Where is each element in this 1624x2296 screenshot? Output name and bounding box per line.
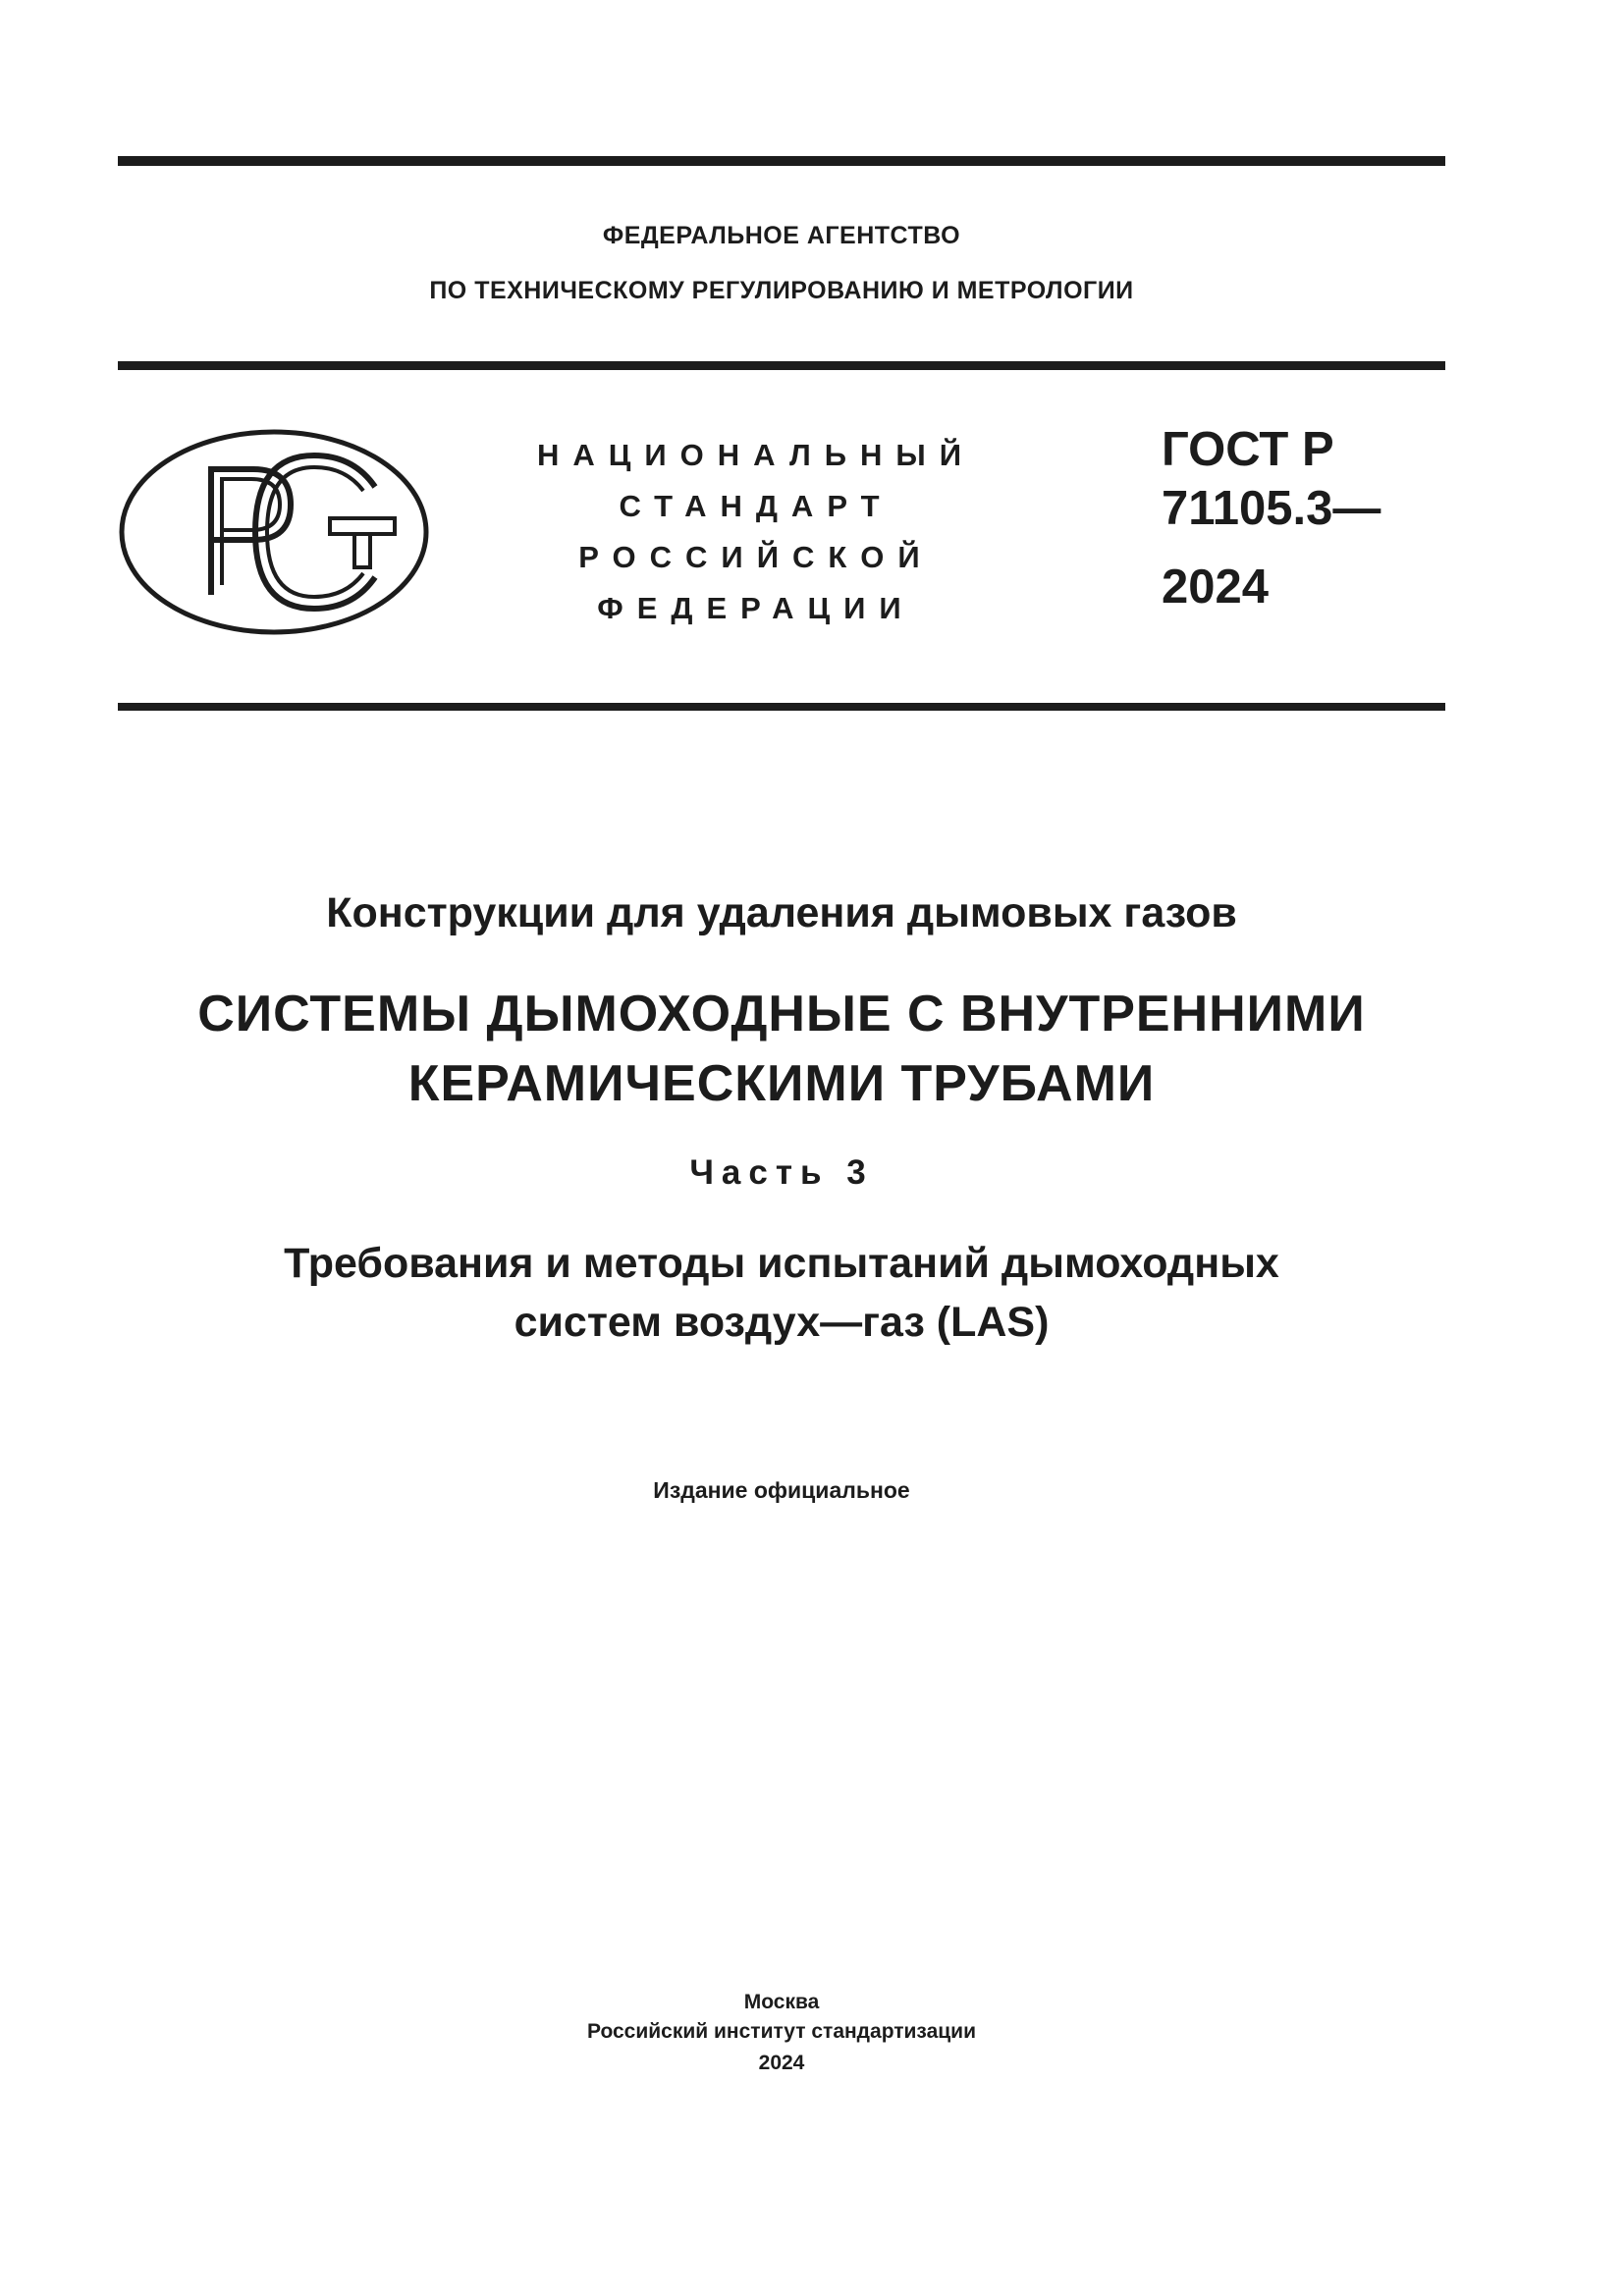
standard-designation-line1: ГОСТ Р bbox=[1162, 423, 1334, 476]
document-part-title-line1: Требования и методы испытаний дымоходных bbox=[284, 1240, 1279, 1287]
standard-designation-year: 2024 bbox=[1162, 561, 1270, 614]
national-standard-line3: РОССИЙСКОЙ bbox=[578, 540, 934, 574]
header-bottom-rule bbox=[118, 703, 1445, 711]
document-title-line1: СИСТЕМЫ ДЫМОХОДНЫЕ С ВНУТРЕННИМИ bbox=[197, 986, 1366, 1042]
publication-year: 2024 bbox=[758, 2052, 805, 2074]
standard-designation-line2: 71105.3— bbox=[1162, 482, 1381, 535]
document-title-line2: КЕРАМИЧЕСКИМИ ТРУБАМИ bbox=[407, 1055, 1156, 1112]
national-standard-line2: СТАНДАРТ bbox=[619, 489, 893, 523]
top-rule bbox=[118, 156, 1445, 166]
publisher-city: Москва bbox=[743, 1991, 820, 2013]
document-part-title-line2: систем воздух—газ (LAS) bbox=[514, 1299, 1050, 1346]
national-standard-line4: ФЕДЕРАЦИИ bbox=[597, 591, 915, 625]
header-divider bbox=[118, 361, 1445, 370]
agency-name-line1: ФЕДЕРАЛЬНОЕ АГЕНТСТВО bbox=[602, 222, 961, 249]
document-part: Часть 3 bbox=[689, 1153, 874, 1192]
agency-name-line2: ПО ТЕХНИЧЕСКОМУ РЕГУЛИРОВАНИЮ И МЕТРОЛОГИИ bbox=[429, 277, 1134, 304]
national-standard-line1: НАЦИОНАЛЬНЫЙ bbox=[536, 438, 976, 472]
edition-note: Издание официальное bbox=[653, 1477, 910, 1503]
publisher-name: Российский институт стандартизации bbox=[586, 2020, 977, 2043]
document-subtitle: Конструкции для удаления дымовых газов bbox=[326, 889, 1237, 936]
gost-r-logo-icon bbox=[118, 428, 430, 636]
